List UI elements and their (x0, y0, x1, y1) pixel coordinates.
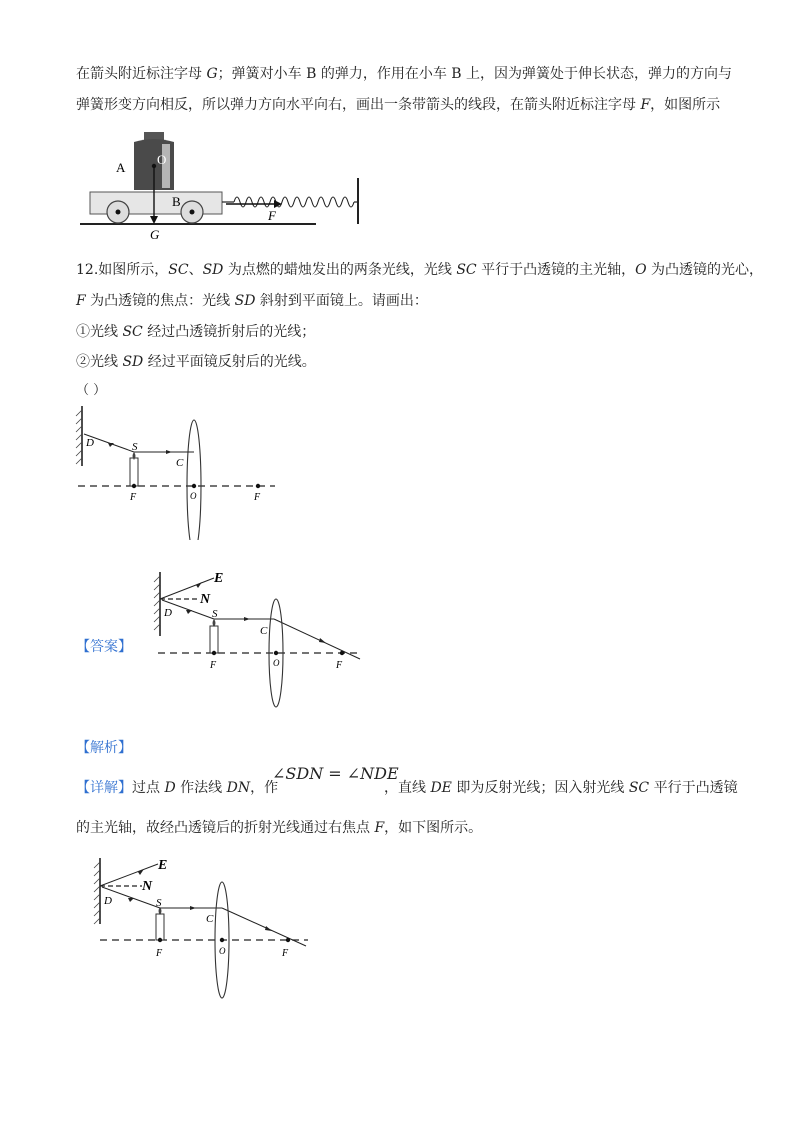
focus-point-right (256, 484, 260, 488)
text: 经过凸透镜折射后的光线； (142, 324, 316, 340)
label-F-left: F (156, 948, 163, 959)
optics-answer-figure (150, 566, 370, 708)
label-C: C (176, 457, 184, 469)
arrowhead (150, 216, 158, 224)
spring (234, 197, 354, 207)
label-D: D (164, 607, 172, 619)
answer-label: 【答案】 (76, 639, 132, 655)
label-F-right: F (254, 492, 261, 503)
label-F-left: F (130, 492, 137, 503)
var: SD (234, 293, 256, 309)
text: ；弹簧对小车 B 的弹力，作用在小车 B 上，因为弹簧处于伸长状态，弹力的方向与 (217, 66, 733, 82)
wheel-hub (190, 210, 195, 215)
label-F-right: F (282, 948, 289, 959)
label-O: O (190, 491, 197, 501)
text: ，如下图所示。 (384, 820, 483, 836)
arrowhead (128, 898, 134, 902)
convex-lens (187, 420, 201, 540)
arrowhead (265, 926, 272, 931)
var-F: F (640, 97, 651, 113)
focus-point-left (132, 484, 136, 488)
arrowhead (166, 450, 172, 454)
question-12-line-1 (76, 260, 763, 280)
mirror-hatching (76, 410, 82, 464)
text: 12.如图所示， (76, 262, 169, 278)
text: ，作 (250, 780, 279, 796)
var-G: G (206, 66, 218, 82)
optical-center (220, 938, 224, 942)
detail-line-1 (76, 778, 278, 798)
focus-point-right (286, 938, 290, 942)
var: SC (122, 324, 143, 340)
var: DE (430, 780, 452, 796)
label-O: O (219, 946, 226, 956)
text: 弹簧形变方向相反，所以弹力方向水平向右，画出一条带箭头的线段，在箭头附近标注字母 (76, 97, 641, 113)
label-E: E (158, 858, 168, 873)
label-C: C (206, 913, 214, 925)
var: DN (226, 780, 251, 796)
label-B: B (172, 194, 181, 209)
text: 为凸透镜的光心， (646, 262, 764, 278)
weight-knob (144, 132, 164, 140)
var: SC (456, 262, 477, 278)
text: 即为反射光线；因入射光线 (451, 780, 629, 796)
var: F (76, 293, 86, 309)
text-line-2 (76, 95, 720, 115)
focus-point-left (158, 938, 162, 942)
text: ，直线 (384, 780, 431, 796)
answer-blank: （ ） (76, 383, 107, 398)
arrowhead (190, 906, 196, 910)
text: 为点燃的蜡烛发出的两条光线，光线 (223, 262, 457, 278)
var: SC (628, 780, 650, 796)
label-S: S (156, 897, 162, 909)
label-D: D (86, 437, 94, 449)
text: 的主光轴，故经凸透镜后的折射光线通过右焦点 (76, 820, 375, 836)
optical-center (192, 484, 196, 488)
var: F (374, 820, 385, 836)
label-O: O (157, 152, 167, 167)
label-S: S (132, 441, 138, 453)
text: 斜射到平面镜上。请画出： (255, 293, 428, 309)
label-F-right: F (336, 660, 343, 671)
label-G: G (150, 227, 160, 242)
arrowhead (244, 617, 250, 621)
label-D: D (104, 895, 112, 907)
detail-line-2 (76, 818, 482, 838)
cart-spring-figure (76, 126, 366, 244)
candle (130, 458, 138, 486)
label-O: O (273, 658, 280, 668)
optics-explanation-figure (90, 852, 320, 1002)
text: 、 (188, 262, 203, 278)
text: 作法线 (175, 780, 227, 796)
question-item-2 (76, 352, 316, 372)
arrowhead (319, 638, 326, 643)
var: O (635, 262, 647, 278)
text: ②光线 (76, 354, 123, 370)
mirror-hatching (94, 862, 100, 924)
question-12-line-2 (76, 291, 428, 311)
label-N: N (200, 592, 211, 607)
var: SD (122, 354, 144, 370)
analysis-label: 【解析】 (76, 740, 132, 756)
optics-question-figure (70, 400, 290, 540)
label-A: A (116, 160, 126, 175)
text: 平行于凸透镜的主光轴， (476, 262, 636, 278)
text: ①光线 (76, 324, 123, 340)
optical-center (274, 651, 278, 655)
detail-line-1-cont (384, 778, 738, 798)
text: 在箭头附近标注字母 (76, 66, 207, 82)
text: ，如图所示 (650, 97, 721, 113)
label-S: S (212, 608, 218, 620)
mirror-hatching (154, 576, 160, 630)
label-E: E (214, 571, 224, 586)
focus-point-right (340, 651, 344, 655)
label-F-left: F (210, 660, 217, 671)
question-item-1 (76, 322, 315, 342)
text: 为凸透镜的焦点：光线 (85, 293, 235, 309)
text: 经过平面镜反射后的光线。 (143, 354, 316, 370)
candle (156, 914, 164, 940)
angle-equation: ∠SDN = ∠NDE (272, 764, 399, 783)
wheel-hub (116, 210, 121, 215)
arrowhead (196, 582, 202, 588)
text-line-1 (76, 64, 732, 84)
detail-label: 【详解】 (76, 780, 132, 796)
candle (210, 626, 218, 653)
arrowhead (138, 869, 144, 875)
text: 平行于凸透镜 (649, 780, 738, 796)
var: SC (168, 262, 189, 278)
arrowhead (186, 610, 192, 614)
var: D (164, 780, 176, 796)
focus-point-left (212, 651, 216, 655)
label-F: F (268, 208, 276, 223)
label-C: C (260, 625, 268, 637)
var: SD (202, 262, 224, 278)
label-N: N (142, 879, 153, 894)
text: 过点 (132, 780, 165, 796)
